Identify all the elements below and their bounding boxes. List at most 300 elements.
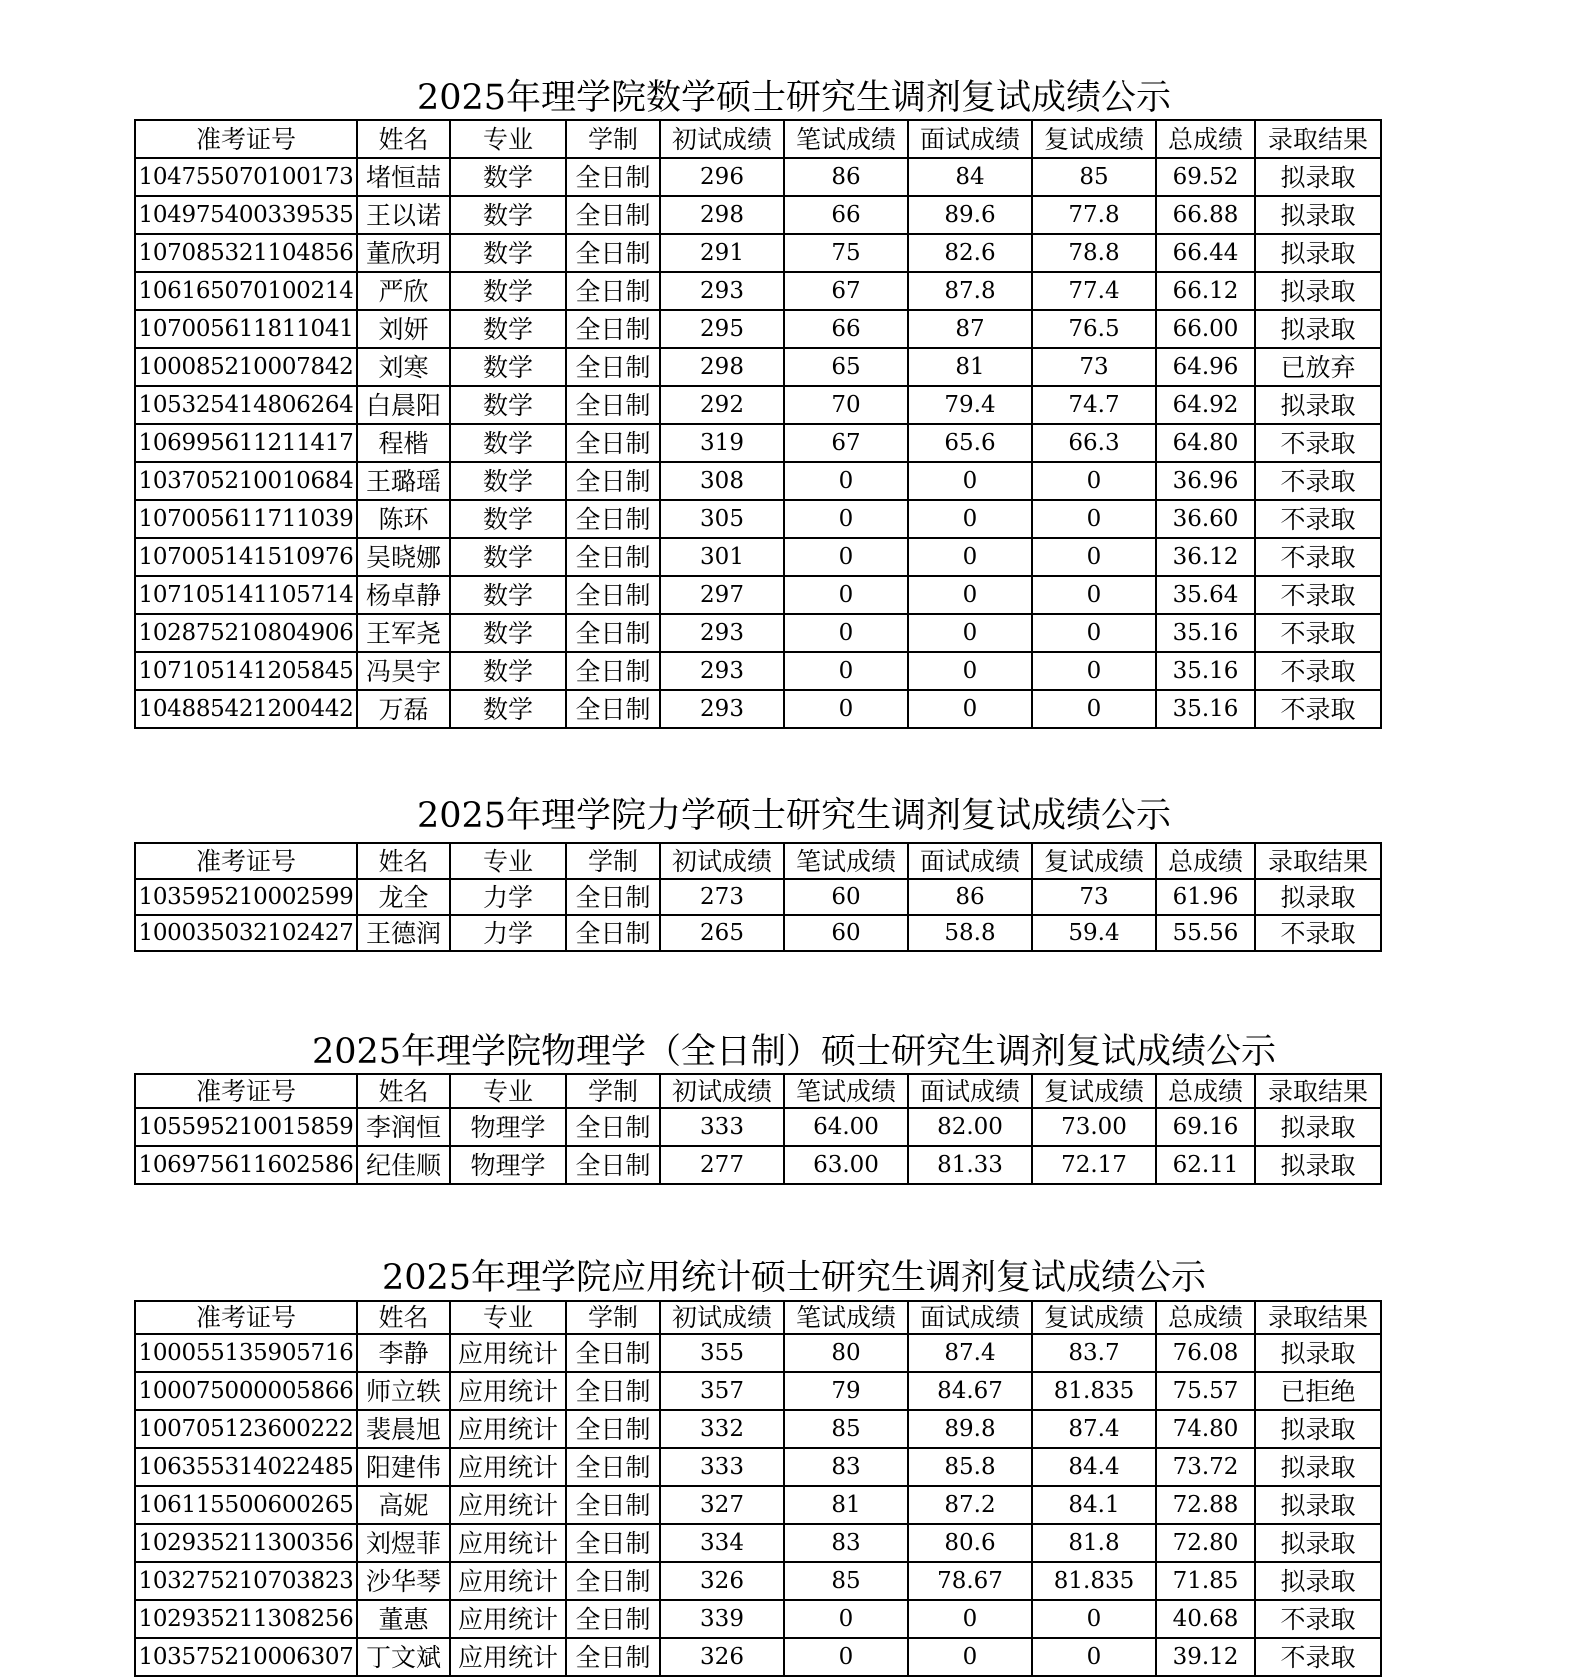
cell-prelim-score: 292: [660, 386, 784, 424]
cell-major: 数学: [450, 386, 566, 424]
cell-admission-result: 拟录取: [1255, 1486, 1381, 1524]
cell-admission-result: 拟录取: [1255, 1334, 1381, 1372]
cell-major: 应用统计: [450, 1372, 566, 1410]
column-header-retest-score: 复试成绩: [1032, 843, 1156, 879]
cell-prelim-score: 357: [660, 1372, 784, 1410]
cell-total-score: 71.85: [1156, 1562, 1255, 1600]
cell-interview-score: 0: [908, 1600, 1032, 1638]
cell-retest-score: 59.4: [1032, 915, 1156, 951]
column-header-name: 姓名: [357, 1074, 450, 1108]
cell-exam-id: 106995611211417: [135, 424, 357, 462]
cell-study-mode: 全日制: [566, 386, 660, 424]
cell-name: 高妮: [357, 1486, 450, 1524]
cell-exam-id: 102935211308256: [135, 1600, 357, 1638]
cell-total-score: 72.88: [1156, 1486, 1255, 1524]
cell-interview-score: 89.6: [908, 196, 1032, 234]
cell-written-score: 66: [784, 310, 908, 348]
cell-prelim-score: 297: [660, 576, 784, 614]
table-row: [135, 1486, 1381, 1524]
cell-retest-score: 77.4: [1032, 272, 1156, 310]
column-header-written-score: 笔试成绩: [784, 1074, 908, 1108]
cell-retest-score: 72.17: [1032, 1146, 1156, 1184]
section-title-math: 2025年理学院数学硕士研究生调剂复试成绩公示: [416, 78, 1172, 118]
cell-exam-id: 102935211300356: [135, 1524, 357, 1562]
cell-prelim-score: 293: [660, 614, 784, 652]
cell-admission-result: 拟录取: [1255, 272, 1381, 310]
cell-interview-score: 0: [908, 652, 1032, 690]
cell-retest-score: 0: [1032, 614, 1156, 652]
cell-written-score: 75: [784, 234, 908, 272]
cell-name: 沙华琴: [357, 1562, 450, 1600]
cell-retest-score: 0: [1032, 538, 1156, 576]
cell-name: 万磊: [357, 690, 450, 728]
table-row: [135, 424, 1381, 462]
cell-prelim-score: 298: [660, 196, 784, 234]
column-header-total-score: 总成绩: [1156, 1301, 1255, 1334]
cell-major: 应用统计: [450, 1638, 566, 1676]
cell-written-score: 86: [784, 158, 908, 196]
cell-total-score: 73.72: [1156, 1448, 1255, 1486]
cell-exam-id: 106165070100214: [135, 272, 357, 310]
cell-interview-score: 82.6: [908, 234, 1032, 272]
column-header-prelim-score: 初试成绩: [660, 1301, 784, 1334]
cell-exam-id: 100055135905716: [135, 1334, 357, 1372]
column-header-interview-score: 面试成绩: [908, 1074, 1032, 1108]
column-header-exam-id: 准考证号: [135, 1074, 357, 1108]
cell-name: 程楷: [357, 424, 450, 462]
cell-interview-score: 81: [908, 348, 1032, 386]
cell-study-mode: 全日制: [566, 348, 660, 386]
cell-study-mode: 全日制: [566, 1524, 660, 1562]
column-header-prelim-score: 初试成绩: [660, 120, 784, 158]
cell-major: 力学: [450, 915, 566, 951]
cell-study-mode: 全日制: [566, 1486, 660, 1524]
table-row: [135, 1410, 1381, 1448]
cell-written-score: 0: [784, 614, 908, 652]
cell-name: 刘煜菲: [357, 1524, 450, 1562]
cell-written-score: 0: [784, 576, 908, 614]
cell-written-score: 60: [784, 915, 908, 951]
cell-written-score: 85: [784, 1562, 908, 1600]
cell-total-score: 36.60: [1156, 500, 1255, 538]
cell-interview-score: 87.8: [908, 272, 1032, 310]
cell-retest-score: 0: [1032, 652, 1156, 690]
cell-total-score: 66.44: [1156, 234, 1255, 272]
cell-study-mode: 全日制: [566, 614, 660, 652]
cell-total-score: 36.12: [1156, 538, 1255, 576]
cell-admission-result: 拟录取: [1255, 158, 1381, 196]
column-header-retest-score: 复试成绩: [1032, 1301, 1156, 1334]
table-row: [135, 348, 1381, 386]
cell-written-score: 67: [784, 272, 908, 310]
cell-total-score: 35.16: [1156, 690, 1255, 728]
column-header-study-mode: 学制: [566, 1301, 660, 1334]
cell-study-mode: 全日制: [566, 1372, 660, 1410]
cell-total-score: 64.80: [1156, 424, 1255, 462]
cell-prelim-score: 273: [660, 879, 784, 915]
column-header-study-mode: 学制: [566, 1074, 660, 1108]
table-row: [135, 1562, 1381, 1600]
cell-written-score: 81: [784, 1486, 908, 1524]
cell-name: 王军尧: [357, 614, 450, 652]
cell-written-score: 63.00: [784, 1146, 908, 1184]
cell-retest-score: 73.00: [1032, 1108, 1156, 1146]
cell-interview-score: 78.67: [908, 1562, 1032, 1600]
cell-interview-score: 65.6: [908, 424, 1032, 462]
table-row: [135, 614, 1381, 652]
cell-admission-result: 拟录取: [1255, 1562, 1381, 1600]
cell-admission-result: 不录取: [1255, 614, 1381, 652]
cell-study-mode: 全日制: [566, 1638, 660, 1676]
cell-exam-id: 106975611602586: [135, 1146, 357, 1184]
cell-exam-id: 103595210002599: [135, 879, 357, 915]
cell-major: 数学: [450, 576, 566, 614]
table-row: [135, 272, 1381, 310]
column-header-study-mode: 学制: [566, 843, 660, 879]
cell-prelim-score: 301: [660, 538, 784, 576]
cell-study-mode: 全日制: [566, 576, 660, 614]
cell-interview-score: 80.6: [908, 1524, 1032, 1562]
cell-major: 数学: [450, 424, 566, 462]
score-table-physics: [134, 1073, 1382, 1185]
column-header-name: 姓名: [357, 1301, 450, 1334]
cell-total-score: 66.00: [1156, 310, 1255, 348]
column-header-written-score: 笔试成绩: [784, 843, 908, 879]
cell-written-score: 0: [784, 1638, 908, 1676]
cell-retest-score: 84.4: [1032, 1448, 1156, 1486]
cell-retest-score: 66.3: [1032, 424, 1156, 462]
table-row: [135, 1108, 1381, 1146]
cell-prelim-score: 305: [660, 500, 784, 538]
cell-study-mode: 全日制: [566, 879, 660, 915]
cell-prelim-score: 293: [660, 652, 784, 690]
cell-exam-id: 104885421200442: [135, 690, 357, 728]
column-header-admission-result: 录取结果: [1255, 1074, 1381, 1108]
cell-major: 应用统计: [450, 1600, 566, 1638]
table-row: [135, 1600, 1381, 1638]
cell-prelim-score: 339: [660, 1600, 784, 1638]
cell-retest-score: 0: [1032, 462, 1156, 500]
cell-admission-result: 不录取: [1255, 690, 1381, 728]
cell-major: 数学: [450, 500, 566, 538]
cell-total-score: 61.96: [1156, 879, 1255, 915]
cell-written-score: 60: [784, 879, 908, 915]
cell-major: 数学: [450, 462, 566, 500]
cell-name: 吴晓娜: [357, 538, 450, 576]
column-header-prelim-score: 初试成绩: [660, 843, 784, 879]
cell-interview-score: 84: [908, 158, 1032, 196]
cell-written-score: 0: [784, 462, 908, 500]
cell-name: 杨卓静: [357, 576, 450, 614]
cell-exam-id: 100075000005866: [135, 1372, 357, 1410]
cell-interview-score: 89.8: [908, 1410, 1032, 1448]
column-header-admission-result: 录取结果: [1255, 1301, 1381, 1334]
cell-written-score: 0: [784, 652, 908, 690]
cell-admission-result: 不录取: [1255, 462, 1381, 500]
cell-retest-score: 78.8: [1032, 234, 1156, 272]
cell-major: 应用统计: [450, 1334, 566, 1372]
cell-admission-result: 不录取: [1255, 424, 1381, 462]
cell-study-mode: 全日制: [566, 424, 660, 462]
cell-major: 应用统计: [450, 1410, 566, 1448]
column-header-exam-id: 准考证号: [135, 843, 357, 879]
column-header-major: 专业: [450, 1301, 566, 1334]
cell-major: 数学: [450, 158, 566, 196]
cell-total-score: 74.80: [1156, 1410, 1255, 1448]
cell-major: 数学: [450, 310, 566, 348]
cell-written-score: 0: [784, 690, 908, 728]
table-row: [135, 310, 1381, 348]
cell-study-mode: 全日制: [566, 1448, 660, 1486]
cell-study-mode: 全日制: [566, 462, 660, 500]
cell-name: 刘寒: [357, 348, 450, 386]
cell-total-score: 40.68: [1156, 1600, 1255, 1638]
cell-exam-id: 107105141205845: [135, 652, 357, 690]
cell-total-score: 39.12: [1156, 1638, 1255, 1676]
cell-name: 阳建伟: [357, 1448, 450, 1486]
cell-name: 严欣: [357, 272, 450, 310]
cell-major: 数学: [450, 690, 566, 728]
cell-major: 应用统计: [450, 1524, 566, 1562]
cell-study-mode: 全日制: [566, 690, 660, 728]
table-row: [135, 538, 1381, 576]
cell-name: 李静: [357, 1334, 450, 1372]
cell-name: 白晨阳: [357, 386, 450, 424]
cell-name: 王德润: [357, 915, 450, 951]
cell-prelim-score: 355: [660, 1334, 784, 1372]
cell-retest-score: 83.7: [1032, 1334, 1156, 1372]
table-row: [135, 234, 1381, 272]
cell-prelim-score: 295: [660, 310, 784, 348]
cell-interview-score: 58.8: [908, 915, 1032, 951]
column-header-written-score: 笔试成绩: [784, 1301, 908, 1334]
cell-name: 董惠: [357, 1600, 450, 1638]
cell-written-score: 83: [784, 1448, 908, 1486]
cell-admission-result: 已放弃: [1255, 348, 1381, 386]
cell-major: 数学: [450, 652, 566, 690]
cell-study-mode: 全日制: [566, 310, 660, 348]
table-row: [135, 1448, 1381, 1486]
cell-exam-id: 107005141510976: [135, 538, 357, 576]
cell-name: 纪佳顺: [357, 1146, 450, 1184]
column-header-retest-score: 复试成绩: [1032, 1074, 1156, 1108]
cell-retest-score: 0: [1032, 1600, 1156, 1638]
table-row: [135, 1372, 1381, 1410]
table-row: [135, 879, 1381, 915]
cell-interview-score: 0: [908, 500, 1032, 538]
cell-admission-result: 拟录取: [1255, 879, 1381, 915]
cell-retest-score: 0: [1032, 576, 1156, 614]
cell-interview-score: 0: [908, 690, 1032, 728]
cell-prelim-score: 265: [660, 915, 784, 951]
table-row: [135, 462, 1381, 500]
table-row: [135, 915, 1381, 951]
column-header-interview-score: 面试成绩: [908, 120, 1032, 158]
column-header-interview-score: 面试成绩: [908, 1301, 1032, 1334]
table-row: [135, 1524, 1381, 1562]
cell-prelim-score: 319: [660, 424, 784, 462]
section-title-mechanics: 2025年理学院力学硕士研究生调剂复试成绩公示: [416, 796, 1172, 836]
column-header-name: 姓名: [357, 843, 450, 879]
cell-exam-id: 100035032102427: [135, 915, 357, 951]
cell-total-score: 66.12: [1156, 272, 1255, 310]
cell-major: 应用统计: [450, 1448, 566, 1486]
cell-written-score: 79: [784, 1372, 908, 1410]
cell-name: 董欣玥: [357, 234, 450, 272]
cell-study-mode: 全日制: [566, 1334, 660, 1372]
column-header-name: 姓名: [357, 120, 450, 158]
cell-retest-score: 73: [1032, 348, 1156, 386]
cell-exam-id: 107005611811041: [135, 310, 357, 348]
cell-name: 李润恒: [357, 1108, 450, 1146]
cell-admission-result: 已拒绝: [1255, 1372, 1381, 1410]
cell-written-score: 0: [784, 538, 908, 576]
cell-retest-score: 76.5: [1032, 310, 1156, 348]
cell-admission-result: 拟录取: [1255, 1448, 1381, 1486]
section-title-applied-statistics: 2025年理学院应用统计硕士研究生调剂复试成绩公示: [381, 1258, 1207, 1298]
cell-name: 裴晨旭: [357, 1410, 450, 1448]
cell-interview-score: 0: [908, 614, 1032, 652]
cell-exam-id: 103275210703823: [135, 1562, 357, 1600]
cell-total-score: 35.64: [1156, 576, 1255, 614]
cell-admission-result: 拟录取: [1255, 310, 1381, 348]
cell-exam-id: 107085321104856: [135, 234, 357, 272]
cell-written-score: 66: [784, 196, 908, 234]
cell-name: 王以诺: [357, 196, 450, 234]
cell-name: 堵恒喆: [357, 158, 450, 196]
cell-major: 物理学: [450, 1108, 566, 1146]
cell-prelim-score: 333: [660, 1448, 784, 1486]
cell-admission-result: 不录取: [1255, 1638, 1381, 1676]
cell-prelim-score: 332: [660, 1410, 784, 1448]
cell-retest-score: 0: [1032, 1638, 1156, 1676]
cell-prelim-score: 293: [660, 272, 784, 310]
cell-retest-score: 73: [1032, 879, 1156, 915]
table-header-row: [135, 843, 1381, 879]
cell-major: 力学: [450, 879, 566, 915]
cell-exam-id: 104755070100173: [135, 158, 357, 196]
cell-written-score: 65: [784, 348, 908, 386]
cell-exam-id: 106115500600265: [135, 1486, 357, 1524]
cell-admission-result: 拟录取: [1255, 196, 1381, 234]
cell-written-score: 0: [784, 1600, 908, 1638]
cell-name: 师立轶: [357, 1372, 450, 1410]
cell-major: 数学: [450, 196, 566, 234]
column-header-major: 专业: [450, 120, 566, 158]
cell-written-score: 80: [784, 1334, 908, 1372]
cell-study-mode: 全日制: [566, 196, 660, 234]
cell-interview-score: 86: [908, 879, 1032, 915]
cell-interview-score: 79.4: [908, 386, 1032, 424]
cell-major: 数学: [450, 348, 566, 386]
cell-total-score: 64.92: [1156, 386, 1255, 424]
cell-prelim-score: 334: [660, 1524, 784, 1562]
column-header-prelim-score: 初试成绩: [660, 1074, 784, 1108]
cell-total-score: 69.16: [1156, 1108, 1255, 1146]
cell-prelim-score: 333: [660, 1108, 784, 1146]
cell-admission-result: 不录取: [1255, 1600, 1381, 1638]
cell-admission-result: 不录取: [1255, 500, 1381, 538]
cell-admission-result: 不录取: [1255, 576, 1381, 614]
table-row: [135, 158, 1381, 196]
cell-study-mode: 全日制: [566, 1146, 660, 1184]
cell-interview-score: 0: [908, 538, 1032, 576]
section-title-physics: 2025年理学院物理学（全日制）硕士研究生调剂复试成绩公示: [311, 1032, 1277, 1072]
score-table-mechanics: [134, 842, 1382, 952]
cell-total-score: 76.08: [1156, 1334, 1255, 1372]
cell-study-mode: 全日制: [566, 234, 660, 272]
cell-study-mode: 全日制: [566, 1562, 660, 1600]
score-table-math: [134, 119, 1382, 729]
cell-admission-result: 不录取: [1255, 915, 1381, 951]
cell-name: 王璐瑶: [357, 462, 450, 500]
cell-written-score: 85: [784, 1410, 908, 1448]
cell-interview-score: 87.2: [908, 1486, 1032, 1524]
cell-interview-score: 87.4: [908, 1334, 1032, 1372]
cell-total-score: 75.57: [1156, 1372, 1255, 1410]
cell-written-score: 83: [784, 1524, 908, 1562]
cell-exam-id: 103575210006307: [135, 1638, 357, 1676]
cell-interview-score: 0: [908, 576, 1032, 614]
table-row: [135, 500, 1381, 538]
score-table-applied-statistics: [134, 1300, 1382, 1677]
cell-retest-score: 77.8: [1032, 196, 1156, 234]
cell-written-score: 0: [784, 500, 908, 538]
table-row: [135, 576, 1381, 614]
column-header-study-mode: 学制: [566, 120, 660, 158]
cell-retest-score: 74.7: [1032, 386, 1156, 424]
cell-interview-score: 85.8: [908, 1448, 1032, 1486]
column-header-total-score: 总成绩: [1156, 120, 1255, 158]
cell-exam-id: 104975400339535: [135, 196, 357, 234]
cell-retest-score: 85: [1032, 158, 1156, 196]
cell-admission-result: 不录取: [1255, 652, 1381, 690]
table-header-row: [135, 1074, 1381, 1108]
cell-written-score: 70: [784, 386, 908, 424]
cell-retest-score: 81.8: [1032, 1524, 1156, 1562]
cell-interview-score: 81.33: [908, 1146, 1032, 1184]
cell-total-score: 69.52: [1156, 158, 1255, 196]
column-header-exam-id: 准考证号: [135, 1301, 357, 1334]
cell-study-mode: 全日制: [566, 1410, 660, 1448]
table-header-row: [135, 1301, 1381, 1334]
cell-total-score: 35.16: [1156, 652, 1255, 690]
column-header-total-score: 总成绩: [1156, 1074, 1255, 1108]
cell-total-score: 72.80: [1156, 1524, 1255, 1562]
cell-prelim-score: 277: [660, 1146, 784, 1184]
column-header-admission-result: 录取结果: [1255, 843, 1381, 879]
cell-total-score: 55.56: [1156, 915, 1255, 951]
cell-study-mode: 全日制: [566, 1600, 660, 1638]
table-row: [135, 1638, 1381, 1676]
cell-exam-id: 103705210010684: [135, 462, 357, 500]
column-header-written-score: 笔试成绩: [784, 120, 908, 158]
cell-retest-score: 0: [1032, 500, 1156, 538]
cell-interview-score: 0: [908, 462, 1032, 500]
cell-admission-result: 拟录取: [1255, 1146, 1381, 1184]
cell-exam-id: 105595210015859: [135, 1108, 357, 1146]
cell-total-score: 64.96: [1156, 348, 1255, 386]
cell-major: 数学: [450, 538, 566, 576]
cell-study-mode: 全日制: [566, 538, 660, 576]
cell-study-mode: 全日制: [566, 915, 660, 951]
cell-exam-id: 107105141105714: [135, 576, 357, 614]
cell-major: 应用统计: [450, 1562, 566, 1600]
column-header-total-score: 总成绩: [1156, 843, 1255, 879]
cell-total-score: 66.88: [1156, 196, 1255, 234]
cell-admission-result: 拟录取: [1255, 1410, 1381, 1448]
table-row: [135, 1334, 1381, 1372]
